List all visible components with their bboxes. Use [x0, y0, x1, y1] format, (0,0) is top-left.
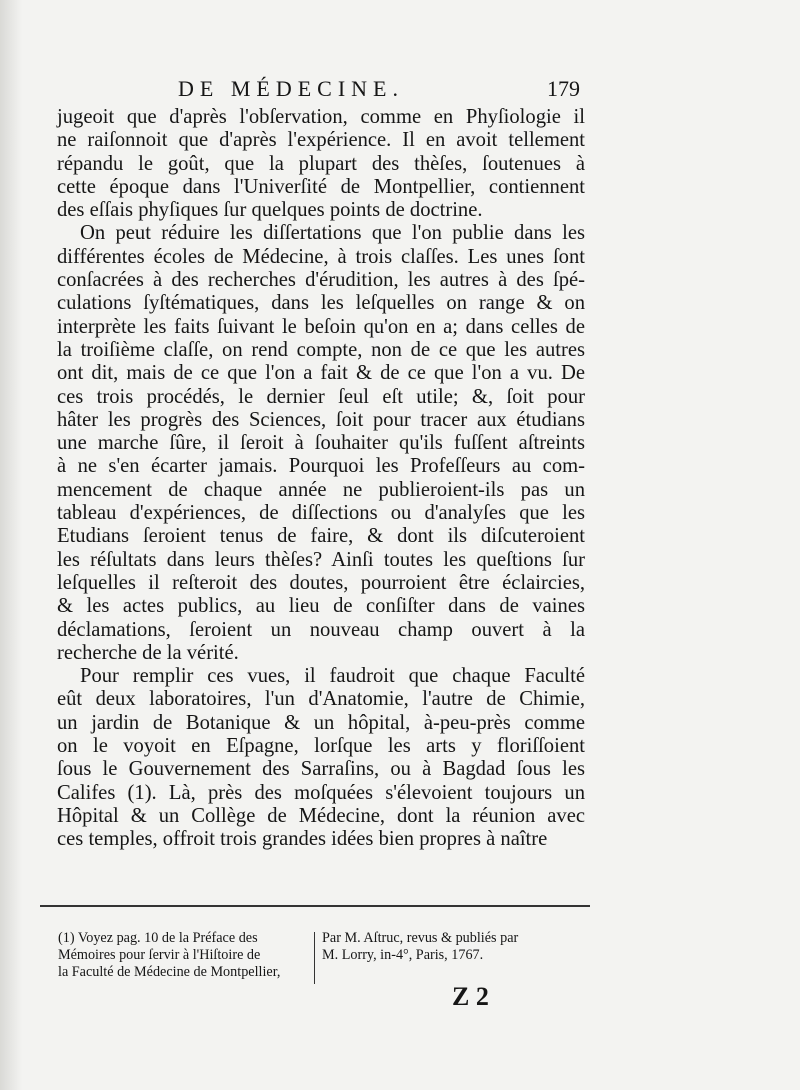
- text-line: culations ſyſtématiques, dans les leſquelles on range & on: [57, 292, 585, 315]
- page-number: 179: [547, 76, 580, 101]
- text-line: différentes écoles de Médecine, à trois claſſes. Les unes ſont: [57, 245, 585, 268]
- text-line: on le voyoit en Eſpagne, lorſque les arts y floriſſoient: [57, 735, 585, 758]
- text-line: ont dit, mais de ce que l'on a fait & de ce que l'on a vu. De: [57, 362, 585, 385]
- text-line: conſacrées à des recherches d'érudition, les autres à des ſpé-: [57, 269, 585, 292]
- text-line: mencement de chaque année ne publieroient-ils pas un: [57, 478, 585, 501]
- text-line: tableau d'expériences, de diſſections ou d'analyſes que les: [57, 502, 585, 525]
- paragraph: [57, 106, 585, 222]
- footnote-rule: [40, 905, 590, 907]
- text-line: des eſſais phyſiques ſur quelques points de doctrine.: [57, 199, 483, 222]
- text-line: jugeoit que d'après l'obſervation, comme en Phyſiologie il: [57, 106, 585, 128]
- running-title: DE MÉDECINE.: [178, 76, 404, 101]
- text-line: Hôpital & un Collège de Médecine, dont la réunion avec: [57, 804, 585, 827]
- text-line: la troiſième claſſe, on rend compte, non de ce que les autres: [57, 338, 585, 361]
- text-line: recherche de la vérité.: [57, 641, 239, 664]
- signature-mark: Z 2: [452, 982, 489, 1011]
- text-line: hâter les progrès des Sciences, ſoit pour tracer aux étudians: [57, 408, 585, 431]
- paragraph: [57, 222, 585, 665]
- footnote-column-divider: [314, 932, 315, 984]
- text-line: répandu le goût, que la plupart des thèſes, ſoutenues à: [57, 152, 585, 175]
- footnote-line: la Faculté de Médecine de Montpellier,: [58, 964, 281, 980]
- text-line: Etudians ſeroient tenus de faire, & dont ils diſcuteroient: [57, 525, 585, 548]
- text-line: déclamations, ſeroient un nouveau champ ouvert à la: [57, 618, 585, 641]
- text-line: & les actes publics, au lieu de conſiſter dans de vaines: [57, 595, 585, 618]
- text-line: ſous le Gouvernement des Sarraſins, ou à Bagdad ſous les: [57, 758, 585, 781]
- text-line: ne raiſonnoit que d'après l'expérience. Il en avoit tellement: [57, 129, 585, 152]
- text-line: leſquelles il reſteroit des doutes, pourroient être éclaircies,: [57, 571, 585, 594]
- text-line: Califes (1). Là, près des moſquées s'élevoient toujours un: [57, 781, 585, 804]
- text-line: les réſultats dans leurs thèſes? Ainſi toutes les queſtions ſur: [57, 548, 585, 571]
- page-edge-shadow: [0, 0, 22, 1090]
- text-line: un jardin de Botanique & un hôpital, à-peu-près comme: [57, 711, 585, 734]
- footnote-left-column: [58, 930, 308, 981]
- text-line: une marche ſûre, il ſeroit à ſouhaiter qu'ils fuſſent aſtreints: [57, 432, 585, 455]
- paragraph: [57, 665, 585, 851]
- text-line: Pour remplir ces vues, il faudroit que chaque Faculté: [80, 665, 585, 688]
- footnote-line: Mémoires pour ſervir à l'Hiſtoire de: [58, 947, 261, 963]
- footnote: [58, 930, 598, 990]
- footnote-line: Par M. Aſtruc, revus & publiés par: [322, 930, 519, 946]
- body-text: [57, 106, 585, 852]
- text-line: eût deux laboratoires, l'un d'Anatomie, l'autre de Chimie,: [57, 688, 585, 711]
- text-line: ces trois procédés, le dernier ſeul eſt utile; &, ſoit pour: [57, 385, 585, 408]
- text-line: ces temples, offroit trois grandes idées bien propres à naître: [57, 828, 548, 851]
- text-line: à ne s'en écarter jamais. Pourquoi les Profeſſeurs au com-: [57, 455, 585, 478]
- page-header: [60, 76, 580, 110]
- text-line: cette époque dans l'Univerſité de Montpellier, contiennent: [57, 175, 585, 198]
- text-line: interprète les faits ſuivant le beſoin qu'on en a; dans celles de: [57, 315, 585, 338]
- footnote-right-column: [322, 930, 598, 964]
- footnote-line: (1) Voyez pag. 10 de la Préface des: [58, 930, 258, 946]
- footnote-line: M. Lorry, in-4°, Paris, 1767.: [322, 947, 484, 963]
- text-line: On peut réduire les diſſertations que l'on publie dans les: [80, 222, 585, 245]
